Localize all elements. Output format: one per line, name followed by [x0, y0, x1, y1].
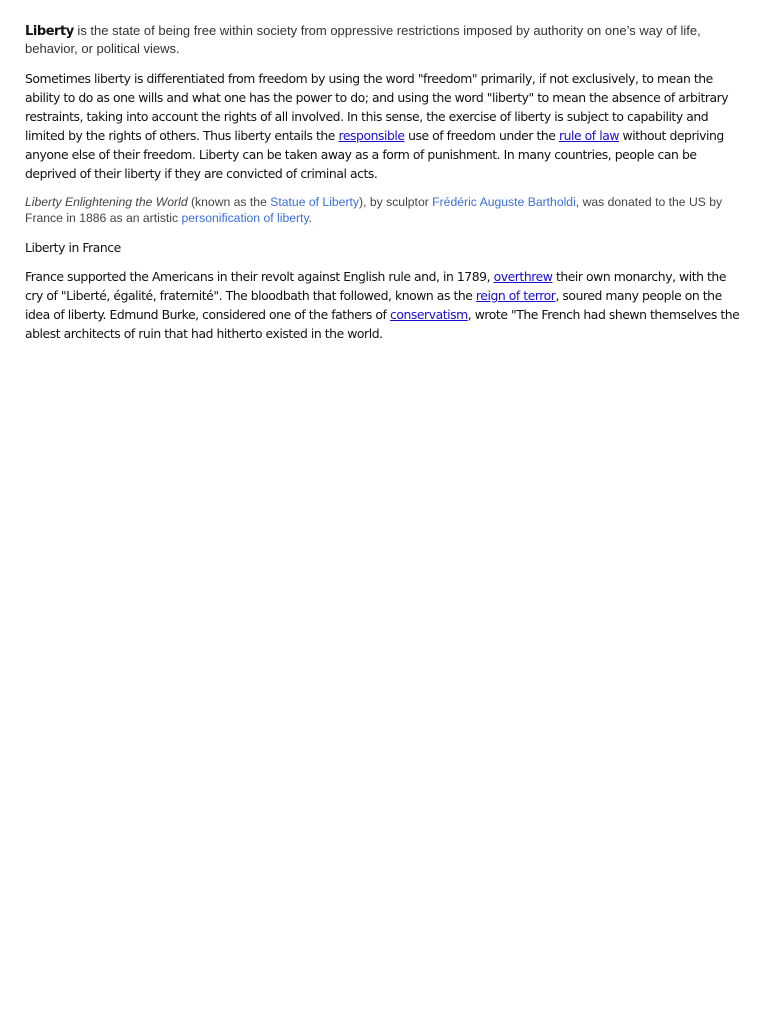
- caption-title: Liberty Enlightening the World: [25, 195, 188, 209]
- paragraph1-text-2: use of freedom under the: [404, 128, 559, 143]
- caption-text-4: .: [308, 210, 313, 225]
- link-responsible[interactable]: responsible: [338, 128, 405, 143]
- liberty-freedom-paragraph: [25, 69, 743, 183]
- paragraph2-text-2: their own monarchy, with the cry of "Liberté, égalité, fraternité". The bloodbath that followed, known as the: [25, 269, 727, 303]
- document-page: [25, 22, 743, 355]
- paragraph2-text-4: , wrote "The French had shewn themselves the ablest architects of ruin that had hitherto existed in the world.: [25, 307, 740, 341]
- caption-text-3: , was donated to the US by France in 1886 as an artistic: [25, 195, 723, 225]
- paragraph2-text-3: , soured many people on the idea of liberty. Edmund Burke, considered one of the fathers of: [25, 288, 722, 322]
- intro-text: is the state of being free within society from oppressive restrictions imposed by authority on one’s way of life, behavior, or political views.: [25, 23, 701, 56]
- intro-paragraph: [25, 22, 743, 57]
- link-rule-of-law[interactable]: rule of law: [558, 128, 620, 143]
- intro-term: Liberty: [25, 24, 74, 39]
- link-conservatism[interactable]: conservatism: [389, 307, 468, 322]
- paragraph1-text-1: Sometimes liberty is differentiated from freedom by using the word "freedom" primarily, if not exclusively, to mean the ability to do as one wills and what one has the power to do; and using the word "liberty" to mean the absence of arbitrary restraints, taking into account the rights of all involved. In this sense, the exercise of liberty is subject to capability and limited by the rights of others. Thus liberty entails the: [25, 71, 729, 143]
- caption-text-2: ), by sculptor: [359, 195, 433, 209]
- image-caption: [25, 195, 743, 226]
- link-reign-of-terror[interactable]: reign of terror: [475, 288, 556, 303]
- link-personification-of-liberty[interactable]: personification of liberty: [181, 210, 309, 225]
- paragraph2-text-1: France supported the Americans in their revolt against English rule and, in 1789,: [25, 269, 494, 284]
- paragraph1-text-3: without depriving anyone else of their freedom. Liberty can be taken away as a form of punishment. In many countries, people can be deprived of their liberty if they are convicted of criminal acts.: [25, 128, 724, 181]
- liberty-france-paragraph: [25, 267, 743, 343]
- link-overthrew[interactable]: overthrew: [493, 269, 553, 284]
- link-bartholdi[interactable]: Frédéric Auguste Bartholdi: [432, 195, 576, 209]
- caption-text-1: (known as the: [187, 195, 271, 209]
- section-heading: Liberty in France: [25, 240, 121, 255]
- link-statue-of-liberty[interactable]: Statue of Liberty: [270, 195, 360, 209]
